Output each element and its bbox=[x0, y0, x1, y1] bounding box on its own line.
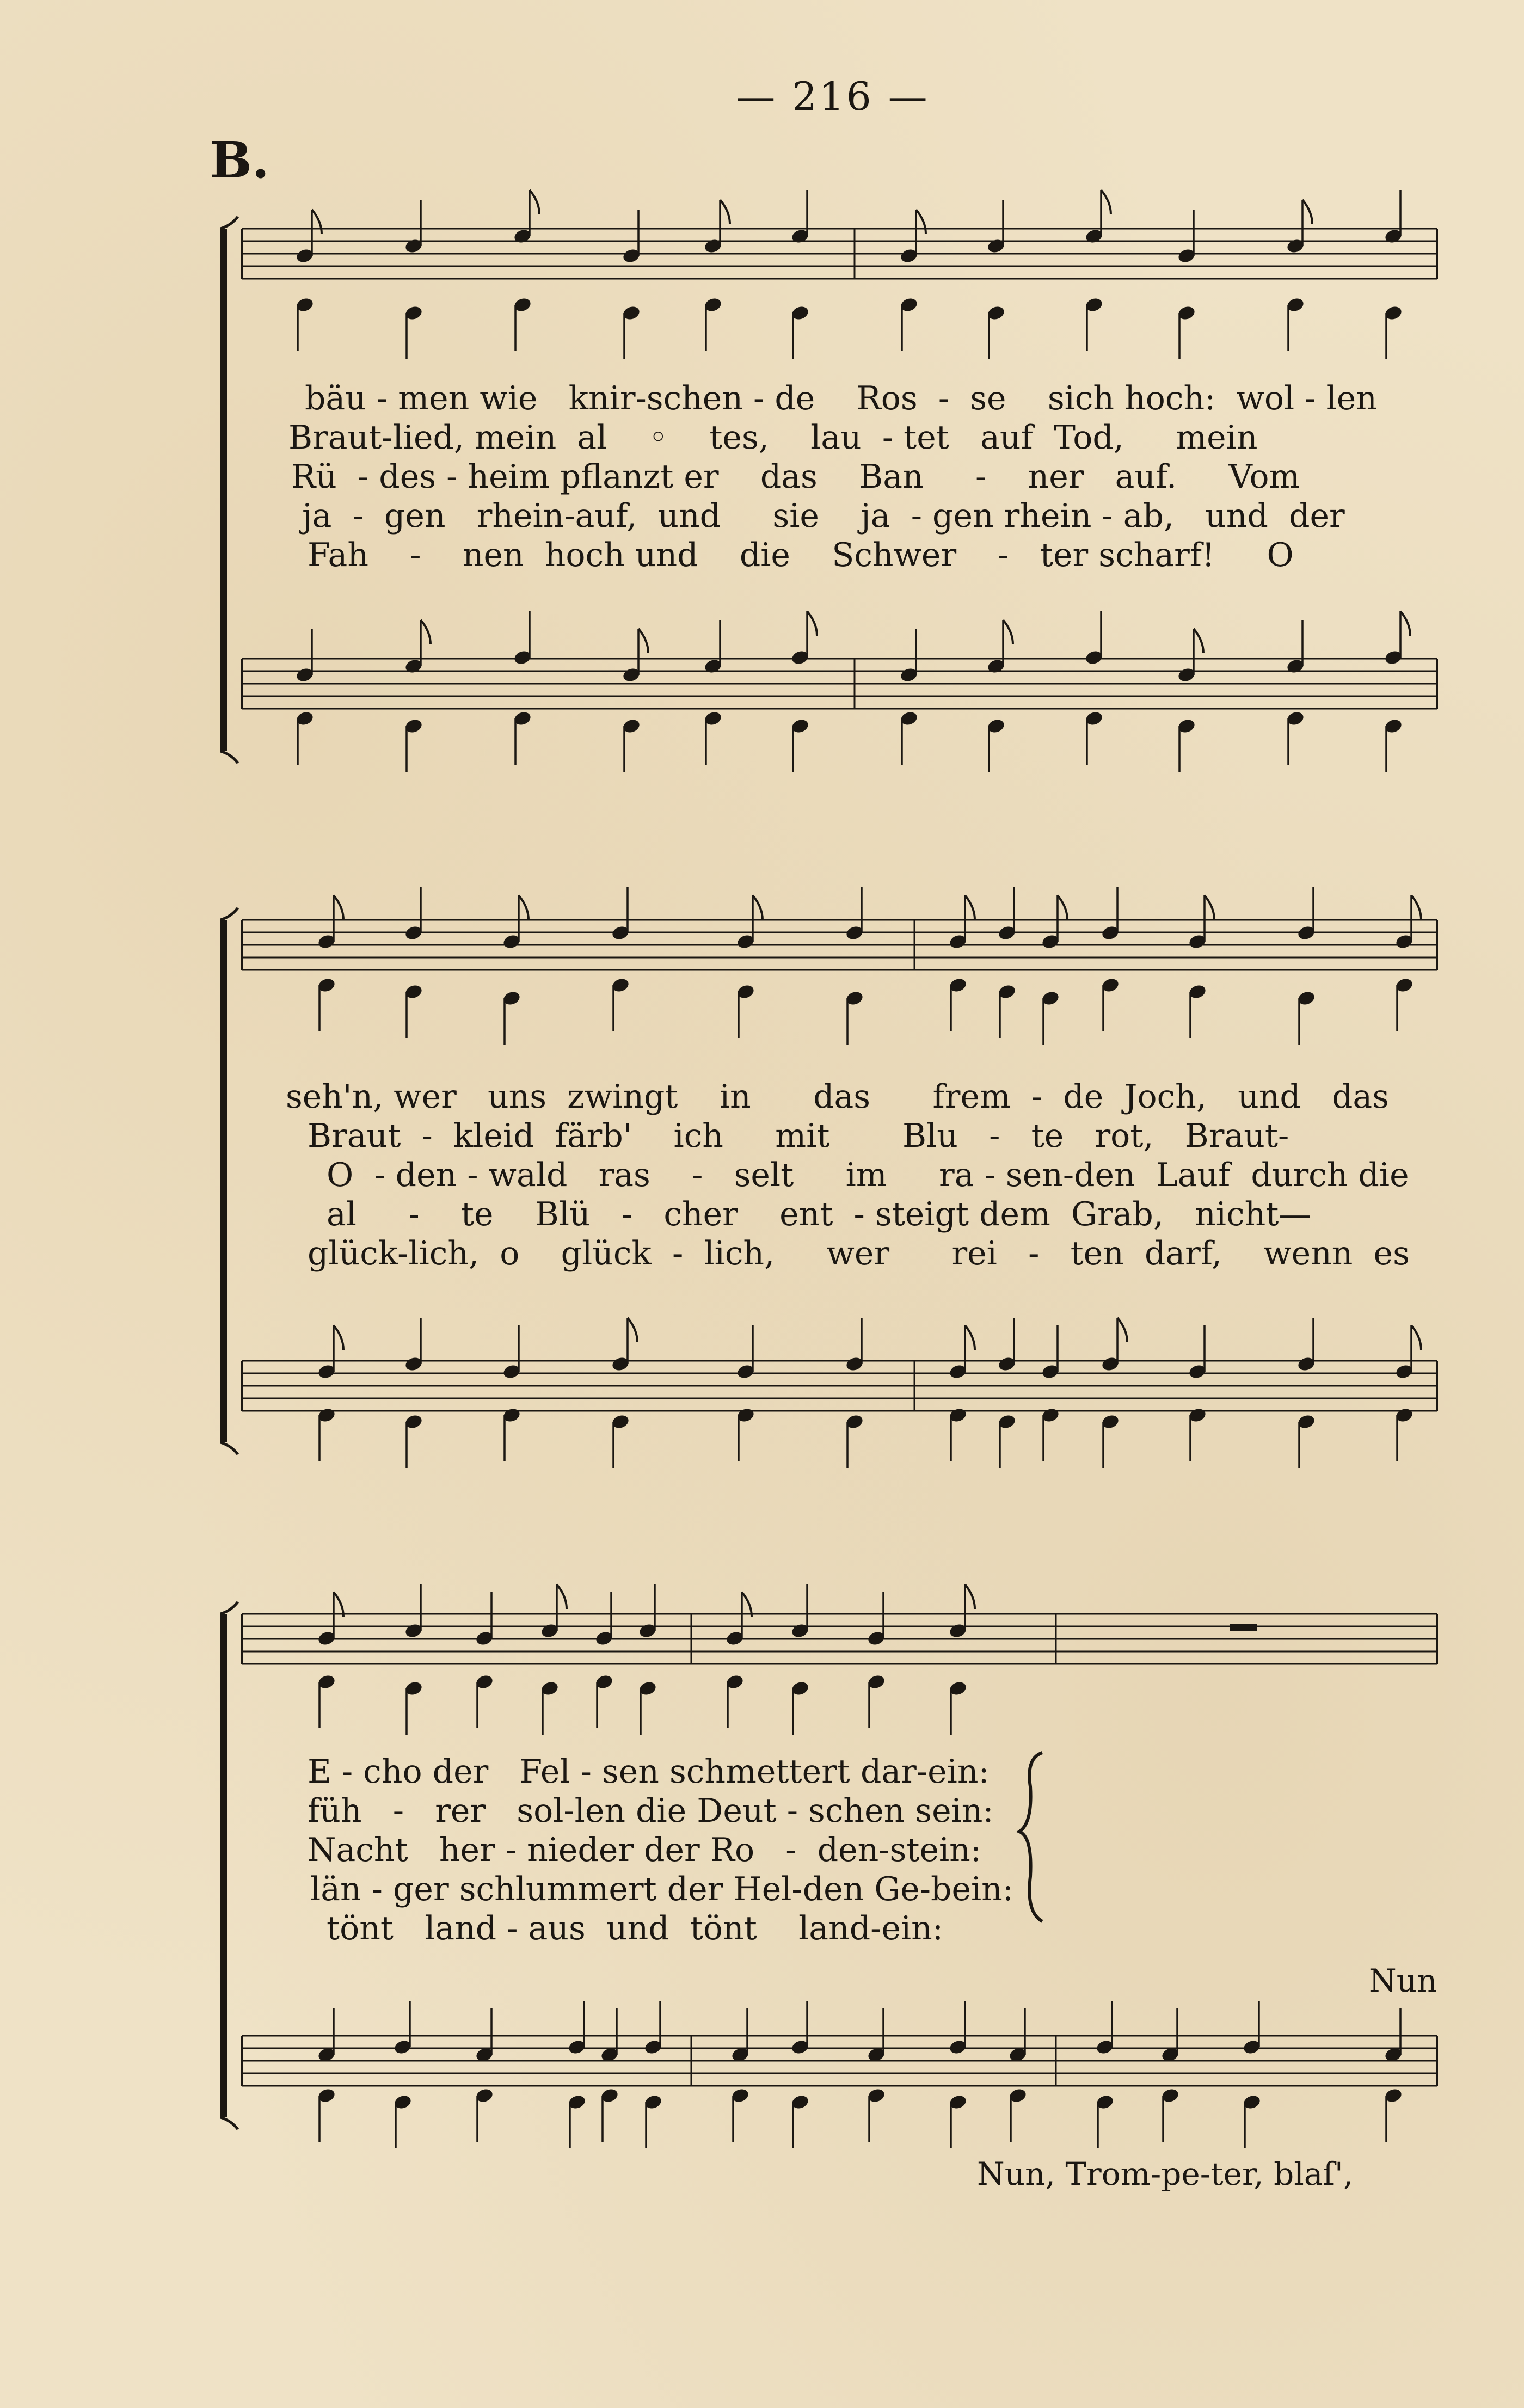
note-flag bbox=[916, 210, 926, 234]
system-2-lyric-line-4: al - te Blü - cher ent - steigt dem Grab, nicht— bbox=[327, 1195, 1312, 1233]
system-1-lyric-line-4: ja - gen rhein-auf, und sie ja - gen rhein - ab, und der bbox=[302, 497, 1345, 535]
system-3-bracket-top bbox=[220, 1602, 238, 1614]
system-3-lyric-line-4: län - ger schlummert der Hel-den Ge-bein: bbox=[310, 1870, 1013, 1908]
system-1-lyric-line-1: bäu - men wie knir-schen - de Ros - se sich hoch: wol - len bbox=[305, 379, 1377, 417]
note-flag bbox=[1411, 895, 1421, 920]
note-flag bbox=[742, 1592, 752, 1617]
system-3-lyric-line-1: E - cho der Fel - sen schmettert dar-ein: bbox=[308, 1753, 990, 1791]
system-2-lyric-line-1: seh'n, wer uns zwingt in das frem - de Joch, und das bbox=[286, 1078, 1389, 1116]
note-flag bbox=[965, 1325, 975, 1350]
note-flag bbox=[1117, 1318, 1127, 1342]
note-flag bbox=[638, 629, 648, 653]
note-flag bbox=[1400, 611, 1410, 636]
note-flag bbox=[1003, 620, 1013, 644]
system-3-lyric-line-2: füh - rer sol-len die Deut - schen sein: bbox=[308, 1792, 994, 1830]
system-3-lyric-line-3: Nacht her - nieder der Ro - den-stein: bbox=[308, 1831, 981, 1869]
note-flag bbox=[965, 1584, 975, 1609]
system-2-bracket bbox=[220, 920, 227, 1442]
note-flag bbox=[557, 1584, 567, 1609]
section-letter: B. bbox=[210, 131, 269, 189]
system-1-lyric-line-2: Braut-lied, mein al ◦ tes, lau - tet auf Tod, mein bbox=[288, 419, 1258, 457]
system-1-bracket-bottom bbox=[220, 751, 238, 763]
system-2-lyric-line-3: O - den - wald ras - selt im ra - sen-den Lauf durch die bbox=[327, 1156, 1409, 1194]
system-2-bracket-bottom bbox=[220, 1442, 238, 1454]
note-flag bbox=[530, 190, 539, 214]
system-3-bracket-bottom bbox=[220, 2117, 238, 2129]
note-flag bbox=[312, 210, 322, 234]
system-1-bracket bbox=[220, 229, 227, 751]
note-flag bbox=[421, 620, 431, 644]
note-flag bbox=[1411, 1325, 1421, 1350]
system-1-bracket-top bbox=[220, 217, 238, 229]
note-flag bbox=[1302, 200, 1312, 224]
note-flag bbox=[1205, 895, 1214, 920]
system-2-lyric-line-5: glück-lich, o glück - lich, wer rei - ten darf, wenn es bbox=[308, 1234, 1410, 1273]
system-2-bracket-top bbox=[220, 908, 238, 920]
note-flag bbox=[334, 1325, 343, 1350]
system-3-final-lyric: Nun, Trom-pe-ter, blaſ', bbox=[977, 2155, 1354, 2192]
note-flag bbox=[753, 895, 763, 920]
note-flag bbox=[334, 1592, 343, 1617]
note-flag bbox=[519, 895, 529, 920]
system-3-upper-label: Nun bbox=[1369, 1962, 1437, 1999]
note-flag bbox=[720, 200, 730, 224]
system-1-lyric-line-5: Fah - nen hoch und die Schwer - ter scharf! O bbox=[308, 536, 1294, 574]
note-flag bbox=[1101, 190, 1111, 214]
note-flag bbox=[334, 895, 343, 920]
system-3-lyric-line-5: tönt land - aus und tönt land-ein: bbox=[327, 1909, 943, 1948]
note-flag bbox=[1194, 629, 1203, 653]
system-3-bracket bbox=[220, 1614, 227, 2117]
whole-rest bbox=[1230, 1624, 1257, 1631]
note-flag bbox=[807, 611, 817, 636]
note-flag bbox=[628, 1318, 637, 1342]
lyrics-closing-brace bbox=[1019, 1753, 1042, 1921]
note-flag bbox=[1058, 895, 1067, 920]
note-flag bbox=[965, 895, 975, 920]
system-1-lyric-line-3: Rü - des - heim pflanzt er das Ban - ner auf. Vom bbox=[291, 458, 1300, 496]
page-number: — 216 — bbox=[736, 73, 930, 119]
system-2-lyric-line-2: Braut - kleid färb' ich mit Blu - te rot, Braut- bbox=[308, 1117, 1289, 1155]
